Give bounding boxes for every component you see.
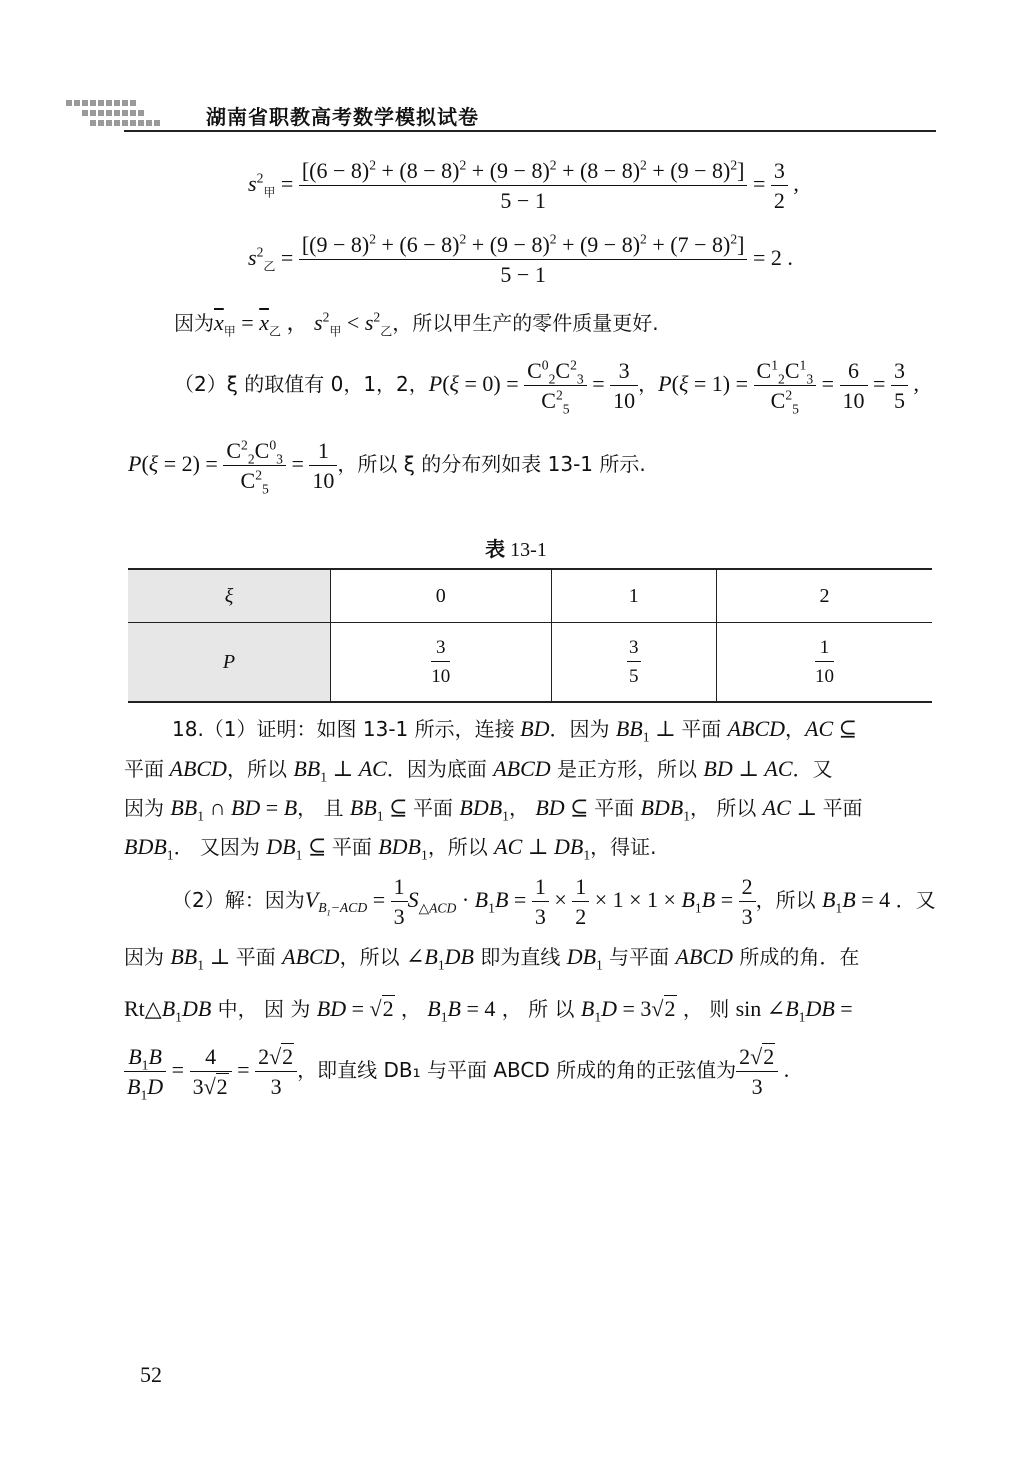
table-cell: $\frac{3}{5}$	[551, 623, 716, 703]
q18-part2-line-3: $Rt\triangle B_1DB$ 中， 因 为 BD = √2 ， $B_1B = 4$ ， 所 以 $B_1D = 3√2$ ， 则 $\sin \angle B_1DB$ =	[124, 996, 853, 1025]
variance-jia-formula: $s^2_甲$ = $\frac{[(6 - 8)^2 + (8 - 8)^2 + (9 - 8)^2 + (8 - 8)^2 + (9 - 8)^2]}{5 - 1}$ = $\frac{3}{2}$ ,	[248, 157, 799, 213]
part2-lead: （2）ξ 的取值有 0，1，2，	[174, 372, 429, 397]
table-row	[128, 569, 932, 623]
q18-lead: 18.（1）证明：如图 13-1 所示，连接	[172, 717, 515, 741]
table-header-cell: ξ	[128, 569, 331, 623]
q18-conclude: ，得证.	[590, 835, 657, 859]
q18-part2-line-2: 因为 $BB_1$ ⊥ 平面 ABCD，所以 $\angle B_1DB$ 即为直线 $DB_1$ 与平面 ABCD 所成的角．在	[124, 944, 860, 973]
table-cell: $\frac{3}{10}$	[331, 623, 552, 703]
table-cell: 0	[331, 569, 552, 623]
table-cell: 1	[551, 569, 716, 623]
q18-part2-line-4: $\frac{B_1B}{B_1D}$ = $\frac{4}{3√2}$ = $\frac{2√2}{3}$ ，即直线 DB₁ 与平面 ABCD 所成的角的正弦值为 $\frac{2√2}{3}$ .	[124, 1046, 936, 1098]
header-title: 湖南省职教高考数学模拟试卷	[206, 105, 479, 129]
q18-line-4: $BDB_1$． 又因为 $DB_1$ ⊆ 平面 $BDB_1$，所以 AC ⊥ $DB_1$，得证.	[124, 834, 657, 863]
table-caption-label: 表	[485, 537, 506, 561]
part2-tail: ，所以 ξ 的分布列如表 13-1 所示.	[337, 452, 646, 477]
table-row	[128, 623, 932, 703]
q18-final-text: ，即直线 DB₁ 与平面 ABCD 所成的角的正弦值为	[297, 1058, 737, 1083]
conclusion-text: ，所以甲生产的零件质量更好.	[392, 311, 659, 335]
table-caption-number: 13-1	[510, 539, 547, 561]
table-caption	[0, 533, 1032, 562]
q18-line-2: 平面 ABCD，所以 $BB_1$ ⊥ AC．因为底面 ABCD 是正方形，所以 BD ⊥ AC．又	[124, 756, 833, 785]
header-rule	[124, 130, 936, 132]
probability-line-2: P(ξ = 2) = $\frac{C^2_2C^0_3}{C^2_5}$ = $\frac{1}{10}$ ，所以 ξ 的分布列如表 13-1 所示.	[128, 437, 646, 497]
page-number: 52	[140, 1362, 162, 1387]
conclusion-line: 因为$\overline{x}_甲 = \overline{x}_乙$ ， $s^2_甲 < s^2_乙$，所以甲生产的零件质量更好.	[174, 309, 659, 339]
q18-part2-line-1: （2）解：因为$V_{B_1-ACD}$ = $\frac{1}{3}$ $S_{\triangle ACD} \cdot B_1B$ = $\frac{1}{3}$ × $\frac{1}{2}$ × $1 \times 1 \times B_1B$ = $\frac{2}{3}$ ，所以 $B_1B = 4$ ．又	[172, 874, 936, 929]
q18-part2-lead: （2）解：因为	[172, 888, 305, 913]
table-cell: 2	[716, 569, 932, 623]
q18-plane-word: 平面	[124, 757, 164, 781]
q18-line-3: 因为 $BB_1$ ∩ BD = B， 且 $BB_1$ ⊆ 平面 $BDB_1$， BD ⊆ 平面 $BDB_1$， 所以 AC ⊥ 平面	[124, 795, 863, 824]
probability-line-1: （2）ξ 的取值有 0，1，2，P(ξ = 0) = $\frac{C^0_2C^2_3}{C^2_5}$ = $\frac{3}{10}$ ，P(ξ = 1) = $\frac{C^1_2C^1_3}{C^2_5}$ = $\frac{6}{10}$ = $\frac{3}{5}$ ,	[174, 357, 919, 417]
header-dots-icon	[66, 98, 166, 132]
table-header-cell: P	[128, 623, 331, 703]
distribution-table	[128, 568, 932, 703]
q18-line-1: 18.（1）证明：如图 13-1 所示，连接 BD．因为 $BB_1$ ⊥ 平面 ABCD，AC ⊆	[172, 716, 858, 745]
variance-yi-formula: $s^2_乙$ = $\frac{[(9 - 8)^2 + (6 - 8)^2 + (9 - 8)^2 + (9 - 8)^2 + (7 - 8)^2]}{5 - 1}$ = 2 .	[248, 231, 793, 287]
table-cell: $\frac{1}{10}$	[716, 623, 932, 703]
